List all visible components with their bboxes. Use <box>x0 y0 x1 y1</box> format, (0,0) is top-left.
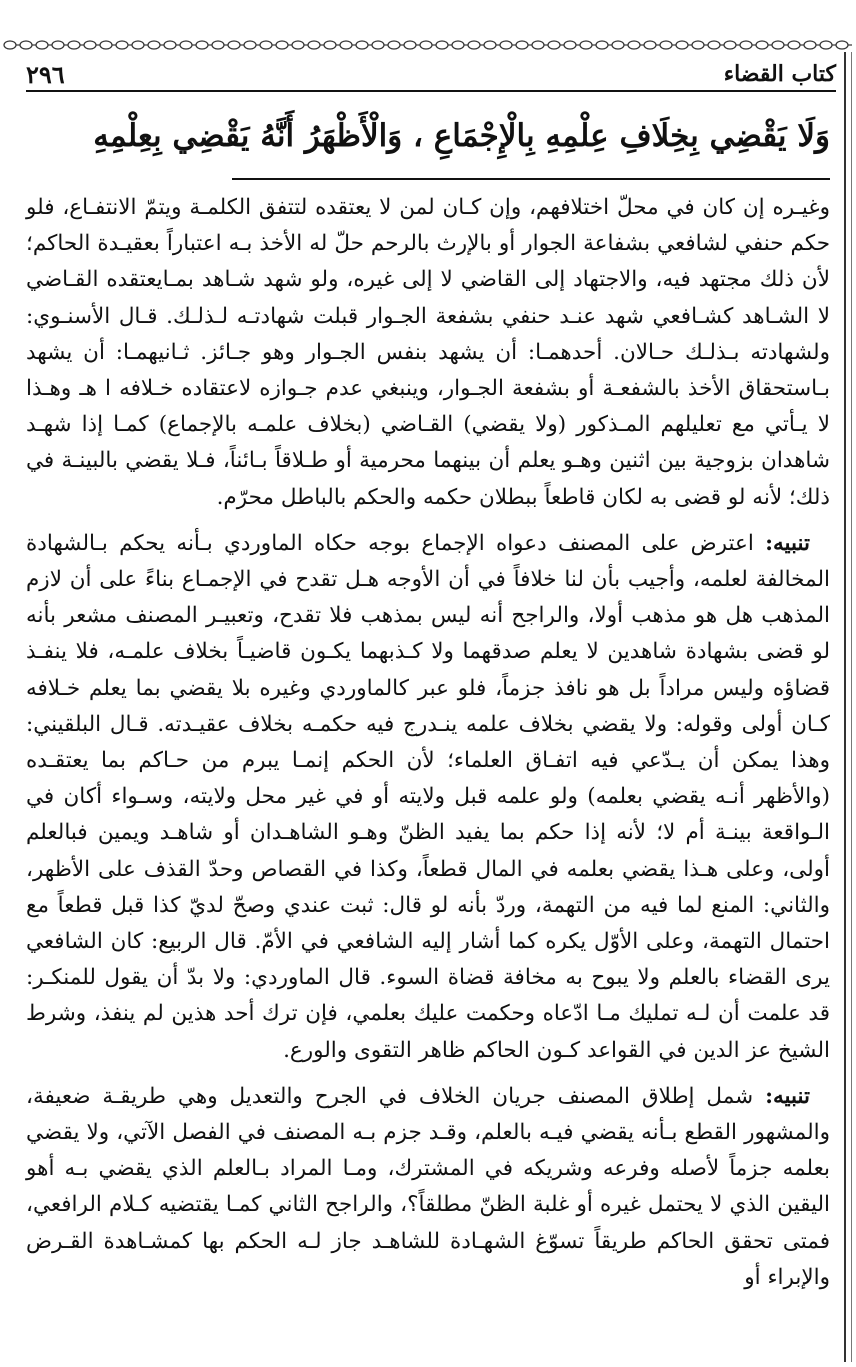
paragraph-2: تنبيه: اعترض على المصنف دعواه الإجماع بوجه حكاه الماوردي بـأنه يحكم بـالشهادة المخالفة لعلمه، وأجيب بأن لنا خلافاً في أن الأوجه هـل تقدح في الإجمـاع بناءً على أن لازم المذهب هل هو مذهب أولا، والراجح أنه ليس بمذهب فلا تقدح، وتعبيـر المصنف مشعر بأنه لو قضى بشهادة شاهدين لا يعلم صدقهما ولا كـذبهما يكـون قاضيـاً بخلاف علمـه، فلا ينفـذ قضاؤه وليس مراداً بل هو نافذ جزماً، فلو عبر كالماوردي وغيره بلا يقضي بما يعلم خـلافه كـان أولى وقوله: ولا يقضي بخلاف علمه ينـدرج فيه حكمـه بخلاف عقيـدته. قـال البلقيني: وهذا يمكن أن يـدّعي فيه اتفـاق العلماء؛ لأن الحكم إنمـا يبرم من حـاكم بما يعتقـده (والأظهر أنـه يقضي بعلمه) ولو علمه قبل ولايته أو في غير محل ولايته، وسـواء أكان في الـواقعة بينـة أم لا؛ لأنه إذا حكم بما يفيد الظنّ وهـو الشاهـدان أو شاهـد ويمين فبالعلم أولى، وعلى هـذا يقضي بعلمه في المال قطعاً، وكذا في القصاص وحدّ القذف على الأظهر، والثاني: المنع لما فيه من التهمة، وردّ بأنه لو قال: ثبت عندي وصحّ لديّ كذا قبل قطعاً مع احتمال التهمة، وعلى الأوّل يكره كما أشار إليه الشافعي في الأمّ. قال الربيع: كان الشافعي يرى القضاء بالعلم ولا يبوح به مخافة قضاة السوء. قال الماوردي: ولا بدّ أن يقول للمنكـر: قد علمت أن لـه تمليك مـا ادّعاه وحكمت عليك بعلمي، فإن ترك أحد هذين لم ينفذ، وشرط الشيخ عز الدين في القواعد كـون الحاكم ظاهر التقوى والورع. <box>26 530 830 1063</box>
side-border-rule-inner <box>851 52 852 1362</box>
decorative-border <box>0 38 856 52</box>
commentary-body <box>26 190 830 1306</box>
paragraph-1: وغيـره إن كان في محلّ اختلافهم، وإن كـان لمن لا يعتقده لتتفق الكلمـة ويتمّ الانتفـاع، فلو حكم حنفي لشافعي بشفاعة الجوار أو بالإرث بالرحم حلّ له الأخذ بـه اعتباراً بعقيـدة الحاكم؛ لأن ذلك مجتهد فيه، والاجتهاد إلى القاضي لا إلى غيره، ولو شهد شـاهد بمـايعتقده القـاضي لا الشـاهد كشـافعي شهد عنـد حنفي بشفعة الجـوار قبلت شهادتـه لـذلـك. قـال الأسنـوي: ولشهادته بـذلـك حـالان. أحدهمـا: أن يشهد بنفس الجـوار وهو جـائز. ثـانيهمـا: أن يشهد بـاستحقاق الأخذ بالشفعـة أو بشفعة الجـوار، وينبغي عدم جـوازه لاعتقاده خـلافه ا هـ وهـذا لا يـأتي مع تعليلهم المـذكور (ولا يقضي) القـاضي (بخلاف علمـه بالإجماع) كمـا إذا شهـد شاهدان بزوجية بين اثنين وهـو يعلم أن بينهما محرمية أو طـلاقاً بـائناً، فـلا يقضي بالبينـة في ذلك؛ لأنه لو قضى به لكان قاطعاً ببطلان حكمه والحكم بالباطل محرّم. <box>26 195 830 510</box>
note-label: تنبيه: <box>765 1083 810 1109</box>
note-label: تنبيه: <box>765 530 810 556</box>
side-border-rule <box>844 52 846 1362</box>
page-header <box>26 58 836 92</box>
page-number: ٢٩٦ <box>26 59 65 89</box>
matn-heading: وَلَا يَقْضِي بِخِلَافِ عِلْمِهِ بِالْإِجْمَاعِ ، وَالْأَظْهَرُ أَنَّهُ يَقْضِي بِعِلْمِهِ <box>93 118 830 154</box>
book-title: كتاب القضاء <box>723 61 836 87</box>
paragraph-3: تنبيه: شمل إطلاق المصنف جريان الخلاف في الجرح والتعديل وهي طريقـة ضعيفة، والمشهور القطع بـأنه يقضي فيـه بالعلم، وقـد جزم بـه المصنف في الفصل الآتي، ولا يقضي بعلمه جزماً لأصله وفرعه وشريكه في المشترك، ومـا المراد بـالعلم الذي يقضي بـه أهو اليقين الذي لا يحتمل غيره أو غلبة الظنّ مطلقاً؟، والراجح الثاني كمـا يقتضيه كـلام الرافعي، فمتى تحقق الحاكم طريقاً تسوّغ الشهـادة للشاهـد جاز لـه الحكم بها كمشـاهدة القـرض والإبراء أو <box>26 1083 830 1290</box>
matn-underline <box>232 178 830 180</box>
